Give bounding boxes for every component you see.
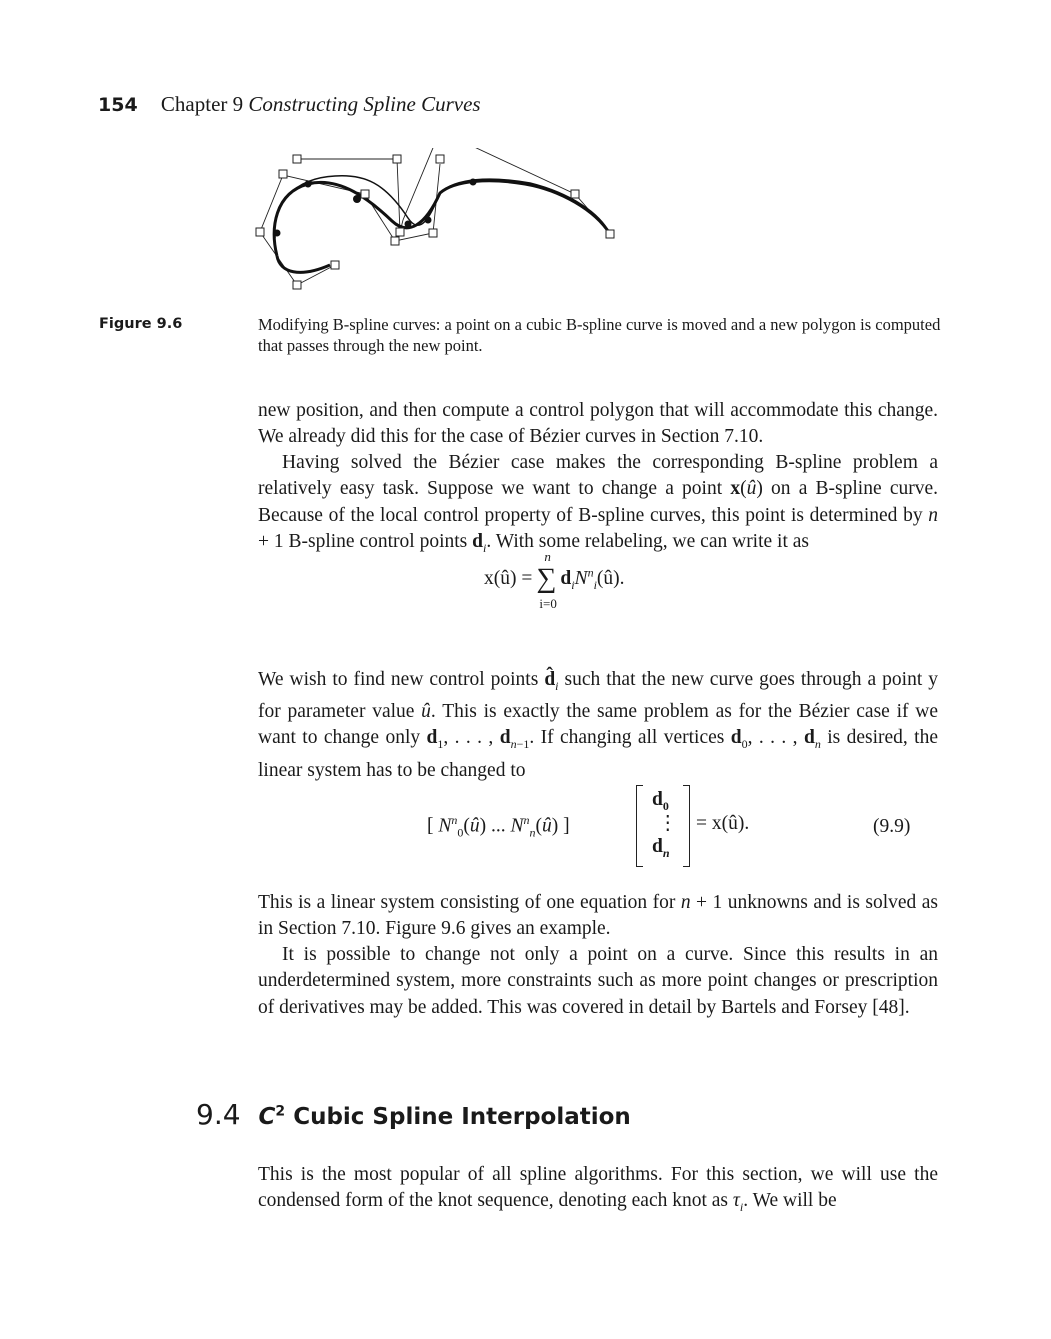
control-vertex bbox=[429, 229, 437, 237]
control-vertex bbox=[571, 190, 579, 198]
equation-rhs: = x(û). bbox=[696, 813, 750, 834]
paragraph: We wish to find new control points $d̂_i$ such that the new curve goes through a point y for parameter value û. This is exactly the same problem as for the Bézier case if we want to change only $d_1$, . . . , $d_{n-1}$. If changing all vertices $d_0$, . . . , $d_n$ is desired, the linear system has to be changed to bbox=[258, 669, 938, 781]
new-control-polygon bbox=[260, 164, 440, 285]
curve-point bbox=[353, 195, 361, 203]
control-vertex bbox=[361, 190, 369, 198]
section-number: 9.4 bbox=[196, 1098, 241, 1131]
control-vertex bbox=[279, 170, 287, 178]
chapter-subtitle: Constructing Spline Curves bbox=[248, 92, 481, 116]
equation-number: (9.9) bbox=[873, 816, 911, 837]
control-vertex bbox=[391, 237, 399, 245]
new-spline-hook bbox=[277, 256, 330, 272]
spline-curves bbox=[274, 176, 610, 273]
page-header bbox=[98, 92, 481, 117]
paragraph: new position, and then compute a control polygon that will accommodate this change. We already did this for the case of Bézier curves in Section 7.10. bbox=[258, 400, 938, 448]
old-polygon-tail bbox=[297, 265, 335, 285]
chapter-label: Chapter 9 bbox=[160, 92, 244, 116]
control-vertices bbox=[256, 155, 614, 289]
section-heading: 9.4 $C^2$ Cubic Spline Interpolation bbox=[196, 1098, 631, 1131]
control-vertex bbox=[606, 230, 614, 238]
control-vertex bbox=[396, 228, 404, 236]
control-point-vector: $d_0$ ⋮ $d_n$ bbox=[636, 785, 690, 865]
control-vertex bbox=[293, 155, 301, 163]
curve-point bbox=[305, 181, 312, 188]
curve-point bbox=[470, 179, 477, 186]
control-vertex bbox=[393, 155, 401, 163]
curve-point bbox=[405, 221, 412, 228]
page-number: 154 bbox=[98, 94, 138, 116]
curve-point bbox=[274, 230, 281, 237]
section-title: Cubic Spline Interpolation bbox=[293, 1104, 631, 1130]
control-polygons bbox=[260, 148, 610, 285]
control-vertex bbox=[293, 281, 301, 289]
paragraph: It is possible to change not only a point on a curve. Since this results in an underdetermined system, more constraints such as more point changes or prescription of derivatives may be added. This was covered in detail by Bartels and Forsey [48]. bbox=[258, 944, 938, 1018]
new-spline-curve bbox=[274, 181, 610, 256]
control-vertex bbox=[436, 155, 444, 163]
paragraph: This is a linear system consisting of one equation for n + 1 unknowns and is solved as in Section 7.10. Figure 9.6 gives an example. bbox=[258, 892, 938, 940]
paragraph: This is the most popular of all spline algorithms. For this section, we will use the condensed form of the knot sequence, denoting each knot as $\tau_i$. We will be bbox=[258, 1164, 938, 1215]
old-control-polygon bbox=[297, 148, 610, 234]
equation-bspline-point: x(û) = ∑ n i=0 $d_iN^n_i(û)$. bbox=[484, 549, 625, 611]
paragraph: Having solved the Bézier case makes the corresponding B-spline problem a relatively easy task. Suppose we want to change a point x(û) on a B-spline curve. Because of the local control property of B-spline curves, this point is determined by n + 1 B-spline control points $d_i$. With some relabeling, we can write it as bbox=[258, 452, 938, 555]
bspline-figure bbox=[240, 148, 640, 298]
curve-point bbox=[425, 217, 432, 224]
equation-linear-system: [ $N^n_0(û)$ ... $N^n_n(û)$ ] bbox=[427, 813, 570, 840]
figure-caption: Modifying B-spline curves: a point on a cubic B-spline curve is moved and a new polygon is computed that passes through the new point. bbox=[258, 315, 941, 355]
figure-label: Figure 9.6 bbox=[99, 316, 183, 332]
control-vertex bbox=[331, 261, 339, 269]
control-vertex bbox=[256, 228, 264, 236]
